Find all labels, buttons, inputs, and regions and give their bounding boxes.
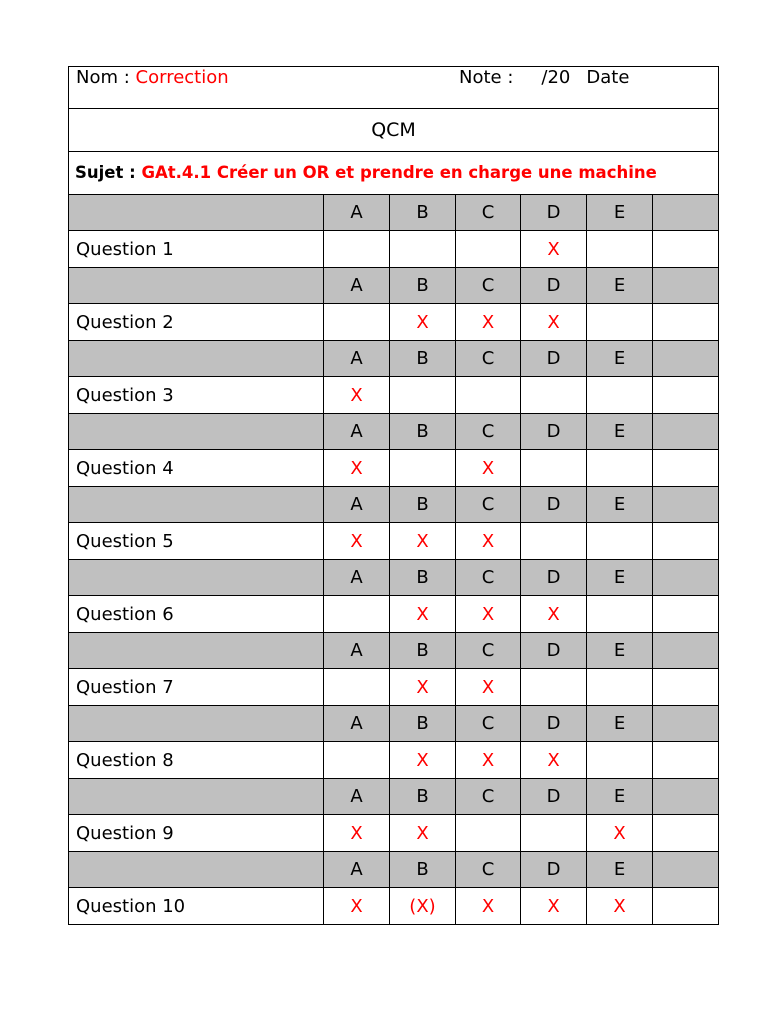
column-letter-b: B	[390, 195, 456, 231]
column-letter-a: A	[324, 779, 390, 815]
column-letter-a: A	[324, 195, 390, 231]
header-blank-cell	[69, 633, 324, 669]
header-blank-cell	[69, 706, 324, 742]
answer-cell: X	[324, 888, 390, 925]
column-letter-e: E	[587, 195, 653, 231]
answer-cell: X	[587, 815, 653, 852]
column-letter-blank	[653, 195, 719, 231]
answer-cell	[653, 523, 719, 560]
question-label: Question 10	[69, 888, 324, 925]
column-letter-c: C	[456, 487, 521, 523]
answer-cell: X	[324, 450, 390, 487]
column-letter-c: C	[456, 633, 521, 669]
qcm-table	[68, 66, 719, 925]
answer-header-row	[69, 633, 719, 669]
column-letter-b: B	[390, 560, 456, 596]
answer-cell	[324, 304, 390, 341]
answer-cell: X	[456, 888, 521, 925]
column-letter-blank	[653, 706, 719, 742]
answer-cell: X	[587, 888, 653, 925]
answer-cell	[587, 669, 653, 706]
column-letter-blank	[653, 487, 719, 523]
header-blank-cell	[69, 779, 324, 815]
answer-cell	[653, 815, 719, 852]
column-letter-blank	[653, 633, 719, 669]
column-letter-blank	[653, 852, 719, 888]
answer-cell: X	[521, 888, 587, 925]
question-label: Question 4	[69, 450, 324, 487]
column-letter-c: C	[456, 706, 521, 742]
column-letter-blank	[653, 268, 719, 304]
column-letter-d: D	[521, 341, 587, 377]
column-letter-d: D	[521, 560, 587, 596]
column-letter-a: A	[324, 560, 390, 596]
header-blank-cell	[69, 560, 324, 596]
answer-header-row	[69, 779, 719, 815]
column-letter-e: E	[587, 341, 653, 377]
answer-cell: X	[456, 669, 521, 706]
answer-cell	[653, 304, 719, 341]
answer-header-row	[69, 268, 719, 304]
answer-cell	[653, 596, 719, 633]
question-label: Question 5	[69, 523, 324, 560]
column-letter-d: D	[521, 487, 587, 523]
answer-cell: X	[521, 304, 587, 341]
answer-cell	[587, 450, 653, 487]
question-row	[69, 450, 719, 487]
column-letter-d: D	[521, 195, 587, 231]
header-blank-cell	[69, 341, 324, 377]
answer-cell	[456, 231, 521, 268]
question-row	[69, 888, 719, 925]
column-letter-c: C	[456, 195, 521, 231]
column-letter-d: D	[521, 779, 587, 815]
column-letter-e: E	[587, 779, 653, 815]
column-letter-b: B	[390, 414, 456, 450]
nom-field	[76, 67, 229, 88]
note-label: Note :	[459, 67, 514, 88]
column-letter-d: D	[521, 414, 587, 450]
column-letter-b: B	[390, 779, 456, 815]
column-letter-e: E	[587, 560, 653, 596]
subject-value: GAt.4.1 Créer un OR et prendre en charge une machine	[141, 163, 657, 182]
answer-cell: X	[456, 523, 521, 560]
answer-cell	[653, 888, 719, 925]
answer-cell: X	[390, 815, 456, 852]
answer-cell	[456, 815, 521, 852]
column-letter-b: B	[390, 487, 456, 523]
answer-header-row	[69, 341, 719, 377]
answer-cell	[324, 669, 390, 706]
column-letter-a: A	[324, 633, 390, 669]
column-letter-b: B	[390, 852, 456, 888]
column-letter-c: C	[456, 779, 521, 815]
answer-cell: X	[521, 596, 587, 633]
answer-header-row	[69, 487, 719, 523]
answer-cell: X	[324, 815, 390, 852]
nom-label: Nom :	[76, 67, 136, 88]
answer-header-row	[69, 195, 719, 231]
answer-cell	[653, 450, 719, 487]
answer-cell	[587, 377, 653, 414]
answer-cell	[587, 231, 653, 268]
column-letter-b: B	[390, 706, 456, 742]
answer-cell	[587, 742, 653, 779]
column-letter-a: A	[324, 414, 390, 450]
subject-label: Sujet :	[75, 163, 142, 182]
note-scale: /20	[541, 67, 571, 88]
answer-cell	[653, 377, 719, 414]
header-blank-cell	[69, 414, 324, 450]
answer-cell	[587, 304, 653, 341]
question-label: Question 9	[69, 815, 324, 852]
answer-cell	[653, 742, 719, 779]
answer-cell: X	[324, 377, 390, 414]
answer-header-row	[69, 852, 719, 888]
column-letter-c: C	[456, 414, 521, 450]
question-label: Question 3	[69, 377, 324, 414]
header-blank-cell	[69, 487, 324, 523]
column-letter-e: E	[587, 852, 653, 888]
title-row	[69, 109, 719, 152]
question-label: Question 7	[69, 669, 324, 706]
column-letter-d: D	[521, 706, 587, 742]
answer-cell	[653, 231, 719, 268]
answer-cell: (X)	[390, 888, 456, 925]
question-row	[69, 523, 719, 560]
answer-header-row	[69, 414, 719, 450]
question-row	[69, 231, 719, 268]
note-field	[459, 67, 629, 88]
answer-cell: X	[456, 450, 521, 487]
column-letter-a: A	[324, 487, 390, 523]
column-letter-blank	[653, 779, 719, 815]
answer-cell	[653, 669, 719, 706]
question-row	[69, 304, 719, 341]
column-letter-b: B	[390, 633, 456, 669]
answer-cell	[521, 450, 587, 487]
header-blank-cell	[69, 268, 324, 304]
answer-cell	[324, 742, 390, 779]
answer-cell	[390, 231, 456, 268]
column-letter-d: D	[521, 268, 587, 304]
column-letter-a: A	[324, 341, 390, 377]
column-letter-b: B	[390, 341, 456, 377]
column-letter-d: D	[521, 633, 587, 669]
subject-row	[69, 152, 719, 195]
question-label: Question 1	[69, 231, 324, 268]
column-letter-a: A	[324, 852, 390, 888]
answer-cell	[521, 523, 587, 560]
answer-cell: X	[521, 742, 587, 779]
answer-cell	[324, 231, 390, 268]
column-letter-e: E	[587, 414, 653, 450]
answer-cell: X	[456, 596, 521, 633]
answer-header-row	[69, 560, 719, 596]
answer-cell	[587, 523, 653, 560]
column-letter-e: E	[587, 487, 653, 523]
column-letter-c: C	[456, 268, 521, 304]
column-letter-blank	[653, 560, 719, 596]
question-row	[69, 377, 719, 414]
answer-cell: X	[324, 523, 390, 560]
answer-cell	[521, 377, 587, 414]
column-letter-blank	[653, 414, 719, 450]
header-row	[69, 67, 719, 109]
column-letter-c: C	[456, 341, 521, 377]
header-blank-cell	[69, 852, 324, 888]
question-row	[69, 669, 719, 706]
column-letter-a: A	[324, 268, 390, 304]
question-row	[69, 596, 719, 633]
header-blank-cell	[69, 195, 324, 231]
column-letter-blank	[653, 341, 719, 377]
question-label: Question 8	[69, 742, 324, 779]
column-letter-e: E	[587, 706, 653, 742]
page-title: QCM	[69, 109, 719, 152]
header-cell	[69, 67, 719, 109]
answer-cell: X	[390, 304, 456, 341]
answer-cell	[390, 377, 456, 414]
answer-cell	[324, 596, 390, 633]
column-letter-c: C	[456, 852, 521, 888]
question-row	[69, 742, 719, 779]
answer-cell	[456, 377, 521, 414]
answer-cell	[521, 669, 587, 706]
question-label: Question 2	[69, 304, 324, 341]
answer-header-row	[69, 706, 719, 742]
column-letter-d: D	[521, 852, 587, 888]
column-letter-e: E	[587, 633, 653, 669]
answer-cell: X	[390, 742, 456, 779]
qcm-sheet	[68, 66, 718, 925]
column-letter-e: E	[587, 268, 653, 304]
answer-cell: X	[390, 596, 456, 633]
date-label: Date	[586, 67, 630, 88]
column-letter-a: A	[324, 706, 390, 742]
question-label: Question 6	[69, 596, 324, 633]
question-row	[69, 815, 719, 852]
answer-cell: X	[390, 669, 456, 706]
answer-cell: X	[456, 304, 521, 341]
answer-cell: X	[390, 523, 456, 560]
column-letter-c: C	[456, 560, 521, 596]
answer-cell: X	[456, 742, 521, 779]
answer-cell	[521, 815, 587, 852]
answer-cell	[390, 450, 456, 487]
column-letter-b: B	[390, 268, 456, 304]
nom-value: Correction	[135, 67, 229, 88]
answer-cell: X	[521, 231, 587, 268]
answer-cell	[587, 596, 653, 633]
subject-cell	[69, 152, 719, 195]
